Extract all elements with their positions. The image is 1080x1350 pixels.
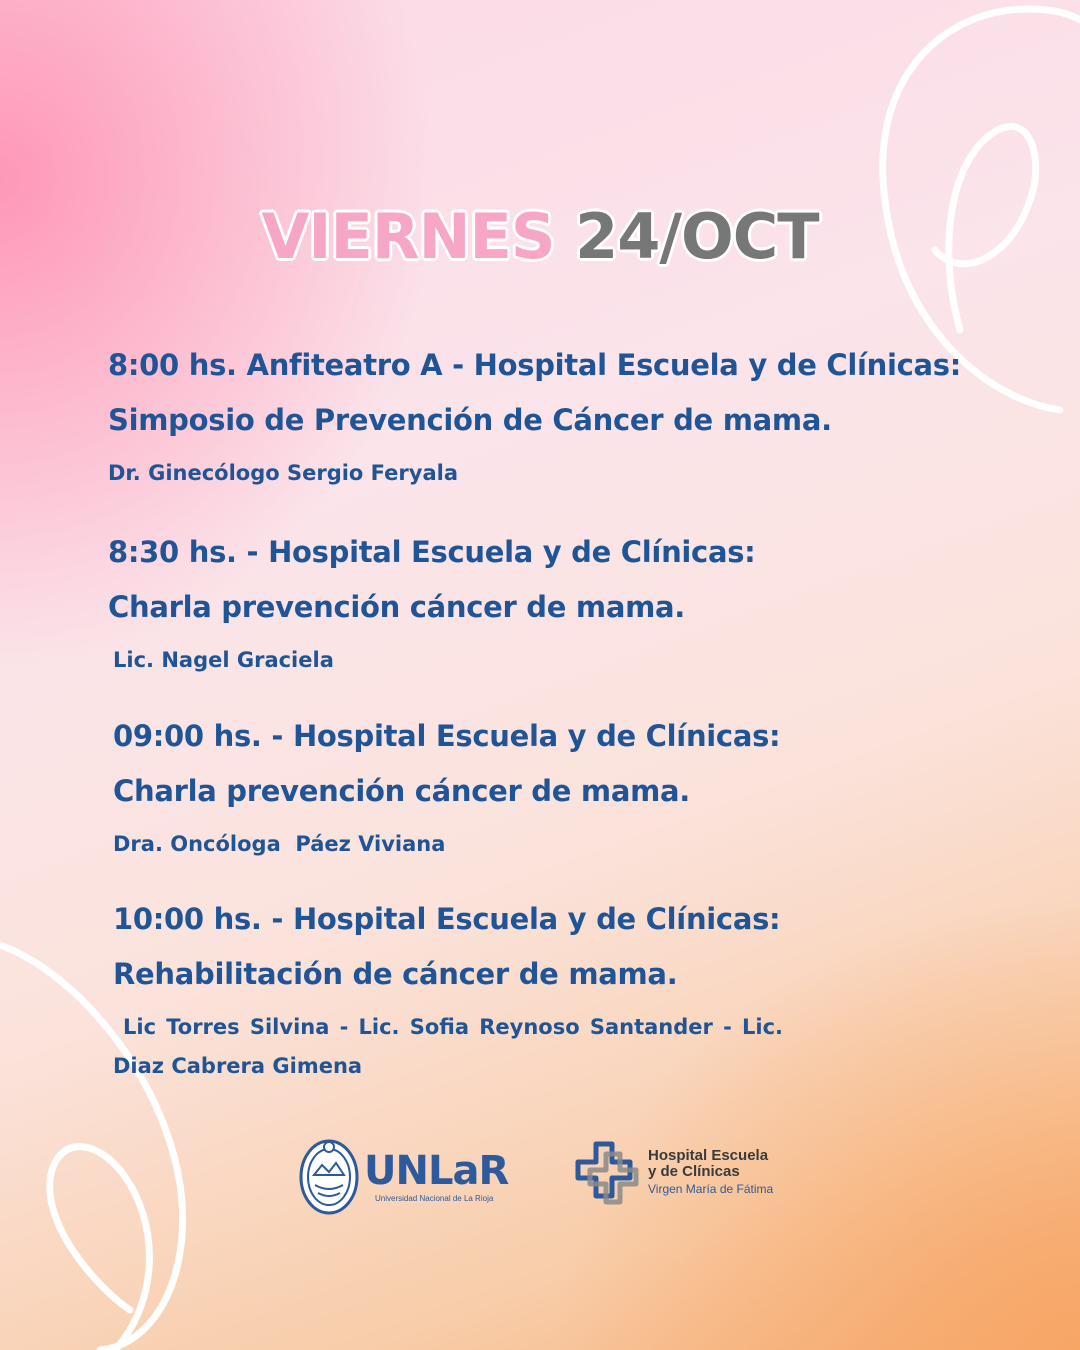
hospital-subtitle: Virgen María de Fátima (648, 1182, 774, 1196)
hospital-name-line2: y de Clínicas (648, 1163, 740, 1180)
event-speaker: Dra. Oncóloga Páez Viviana (113, 832, 446, 856)
event-item-4 (113, 892, 783, 1086)
event-title: Rehabilitación de cáncer de mama. (113, 957, 678, 991)
event-speaker: Dr. Ginecólogo Sergio Feryala (108, 461, 458, 485)
event-item-2 (108, 525, 755, 680)
event-time-location: 10:00 hs. - Hospital Escuela y de Clínicas: (113, 902, 781, 936)
hospital-cross-icon (574, 1140, 642, 1208)
event-time-location: 09:00 hs. - Hospital Escuela y de Clínicas: (113, 719, 781, 753)
unlar-subtitle: Universidad Nacional de La Rioja (375, 1194, 494, 1203)
title-date: 24/OCT (575, 200, 819, 273)
event-time-location: 8:30 hs. - Hospital Escuela y de Clínicas: (108, 535, 756, 569)
title-day: VIERNES (261, 200, 555, 273)
event-speaker: Lic. Nagel Graciela (113, 648, 334, 672)
footer-logos (0, 1130, 1080, 1220)
event-item-1 (108, 338, 961, 493)
event-item-3 (113, 709, 780, 864)
unlar-name: UNLaR (364, 1148, 509, 1194)
hospital-name (648, 1148, 768, 1180)
hospital-name-line1: Hospital Escuela (648, 1147, 769, 1164)
event-time-location: 8:00 hs. Anfiteatro A - Hospital Escuela y de Clínicas: (108, 348, 962, 382)
event-title: Simposio de Prevención de Cáncer de mama. (108, 403, 832, 437)
event-title: Charla prevención cáncer de mama. (113, 774, 691, 808)
event-speaker: Lic Torres Silvina - Lic. Sofia Reynoso Santander - Lic. Diaz Cabrera Gimena (113, 1015, 783, 1078)
unlar-seal-icon (298, 1135, 360, 1215)
event-title: Charla prevención cáncer de mama. (108, 590, 686, 624)
page-title (0, 200, 1080, 273)
